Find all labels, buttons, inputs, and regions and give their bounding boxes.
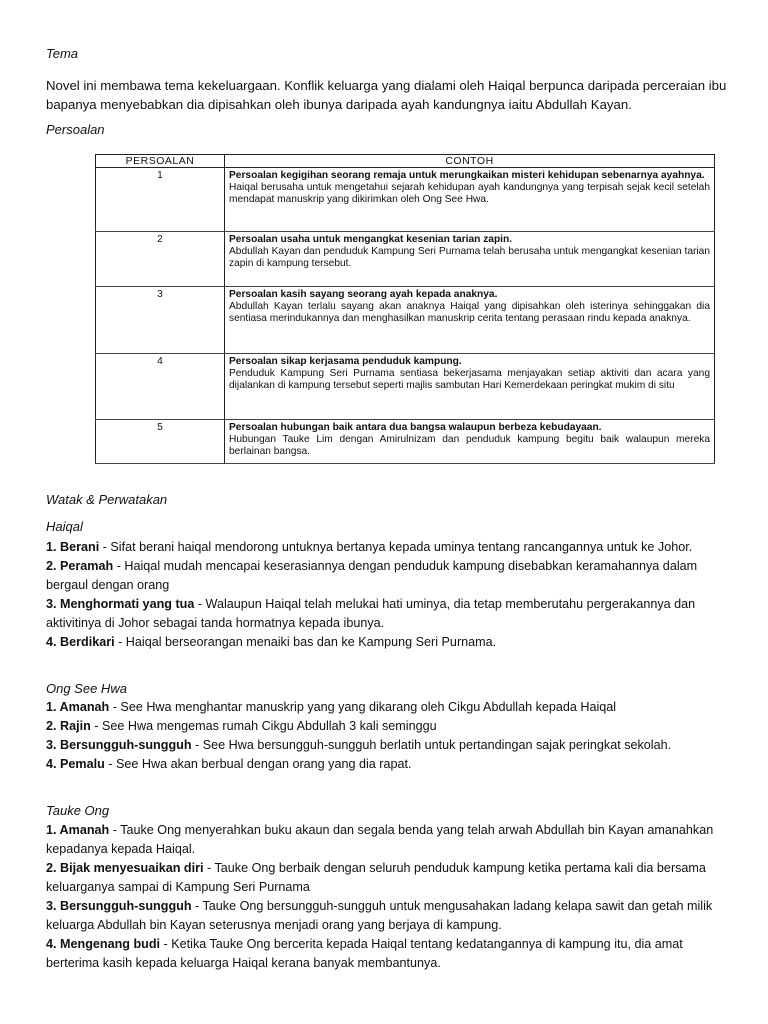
tema-heading: Tema [46, 46, 79, 61]
row-body: Haiqal berusaha untuk mengetahui sejarah kehidupan ayah kandungnya yang terpisah sejak kecil setelah mendapat manuskrip yang dikirimkan oleh Ong See Hwa. [229, 182, 710, 205]
trait-text: - See Hwa mengemas rumah Cikgu Abdullah 3 kali seminggu [90, 719, 437, 733]
row-body: Abdullah Kayan dan penduduk Kampung Seri Purnama telah berusaha untuk mengangkat kesenian tarian zapin di kampung tersebut. [229, 246, 710, 269]
row-number: 3 [96, 287, 225, 354]
trait-text: - See Hwa akan berbual dengan orang yang dia rapat. [104, 757, 412, 771]
row-content [225, 168, 715, 232]
list-item [46, 633, 728, 652]
trait-label: 3. Menghormati yang tua [46, 597, 195, 611]
row-number: 2 [96, 232, 225, 287]
table-row [96, 420, 715, 464]
persoalan-heading: Persoalan [46, 122, 105, 137]
trait-text: - Tauke Ong berbaik dengan seluruh penduduk kampung ketika pertama kali dia bersama keluarganya sampai di Kampung Seri Purnama [46, 861, 706, 894]
trait-text: - Tauke Ong menyerahkan buku akaun dan segala benda yang telah arwah Abdullah bin Kayan amanahkan kepadanya kepada Haiqal. [46, 823, 714, 856]
row-content [225, 232, 715, 287]
table-header-contoh: CONTOH [225, 155, 715, 168]
row-title: Persoalan kasih sayang seorang ayah kepada anaknya. [229, 289, 498, 300]
table-row [96, 354, 715, 420]
ong-see-hwa-traits-list [46, 698, 728, 774]
row-body: Penduduk Kampung Seri Purnama sentiasa bekerjasama menjayakan setiap aktiviti dan acara yang dijalankan di kampung tersebut seperti majlis sambutan Hari Kemerdekaan peringkat mukim di situ [229, 368, 710, 391]
haiqal-heading: Haiqal [46, 519, 83, 534]
trait-label: 4. Berdikari [46, 635, 115, 649]
trait-text: - Tauke Ong bersungguh-sungguh untuk mengusahakan ladang kelapa sawit dan getah milik keluarga Abdullah bin Kayan seterusnya menjadi orang yang berjaya di kampung. [46, 899, 713, 932]
list-item [46, 755, 728, 774]
ong-see-hwa-heading: Ong See Hwa [46, 681, 127, 696]
row-body: Abdullah Kayan terlalu sayang akan anaknya Haiqal yang dipisahkan oleh isterinya sehinggakan dia sentiasa merindukannya dan menghasilkan manuskrip cerita tentang perasaan rindu kepada anaknya. [229, 301, 710, 324]
list-item [46, 859, 728, 897]
trait-label: 4. Mengenang budi [46, 937, 161, 951]
row-title: Persoalan sikap kerjasama penduduk kampung. [229, 356, 462, 367]
trait-text: - Walaupun Haiqal telah melukai hati uminya, dia tetap memberutahu pergerakannya dan aktivitinya di Johor sebagai tanda hormatnya kepada ibunya. [46, 597, 696, 630]
trait-label: 1. Amanah [46, 700, 110, 714]
trait-label: 1. Berani [46, 540, 100, 554]
table-header-row [96, 155, 715, 168]
trait-text: - Ketika Tauke Ong bercerita kepada Haiqal tentang kedatangannya di kampung itu, dia amat berterima kasih kepada keluarga Haiqal kerana banyak membantunya. [46, 937, 683, 970]
trait-text: - See Hwa menghantar manuskrip yang yang dikarang oleh Cikgu Abdullah kepada Haiqal [109, 700, 617, 714]
table-row [96, 287, 715, 354]
list-item [46, 717, 728, 736]
list-item [46, 698, 728, 717]
row-body: Hubungan Tauke Lim dengan Amirulnizam dan penduduk kampung begitu baik walaupun mereka berlainan bangsa. [229, 434, 710, 457]
trait-label: 2. Bijak menyesuaikan diri [46, 861, 204, 875]
list-item [46, 736, 728, 755]
haiqal-traits-list [46, 538, 728, 652]
tema-paragraph: Novel ini membawa tema kekeluargaan. Konflik keluarga yang dialami oleh Haiqal berpunca daripada perceraian ibu bapanya menyebabkan dia dipisahkan oleh ibunya daripada ayah kandungnya iaitu Abdullah Kayan. [46, 78, 727, 112]
row-number: 1 [96, 168, 225, 232]
trait-text: - Sifat berani haiqal mendorong untuknya bertanya kepada uminya tentang rancangannya untuk ke Johor. [99, 540, 693, 554]
row-number: 4 [96, 354, 225, 420]
trait-label: 1. Amanah [46, 823, 110, 837]
list-item [46, 935, 728, 973]
tauke-ong-traits-list [46, 821, 728, 973]
row-content [225, 354, 715, 420]
table-row [96, 168, 715, 232]
trait-text: - See Hwa bersungguh-sungguh berlatih untuk pertandingan sajak peringkat sekolah. [191, 738, 672, 752]
table-header-persoalan: PERSOALAN [96, 155, 225, 168]
trait-label: 4. Pemalu [46, 757, 105, 771]
row-content [225, 420, 715, 464]
trait-text: - Haiqal berseorangan menaiki bas dan ke Kampung Seri Purnama. [114, 635, 497, 649]
list-item [46, 538, 728, 557]
list-item [46, 595, 728, 633]
trait-text: - Haiqal mudah mencapai keserasiannya dengan penduduk kampung disebabkan keramahannya dalam bergaul dengan orang [46, 559, 698, 592]
trait-label: 2. Rajin [46, 719, 91, 733]
trait-label: 2. Peramah [46, 559, 114, 573]
tauke-ong-heading: Tauke Ong [46, 803, 110, 818]
row-number: 5 [96, 420, 225, 464]
trait-label: 3. Bersungguh-sungguh [46, 899, 192, 913]
row-title: Persoalan usaha untuk mengangkat kesenian tarian zapin. [229, 234, 513, 245]
watak-heading: Watak & Perwatakan [46, 492, 168, 507]
list-item [46, 821, 728, 859]
row-title: Persoalan kegigihan seorang remaja untuk merungkaikan misteri kehidupan sebenarnya ayahnya. [229, 170, 705, 181]
row-title: Persoalan hubungan baik antara dua bangsa walaupun berbeza kebudayaan. [229, 422, 602, 433]
trait-label: 3. Bersungguh-sungguh [46, 738, 192, 752]
list-item [46, 897, 728, 935]
persoalan-table [95, 154, 715, 464]
row-content [225, 287, 715, 354]
list-item [46, 557, 728, 595]
table-row [96, 232, 715, 287]
